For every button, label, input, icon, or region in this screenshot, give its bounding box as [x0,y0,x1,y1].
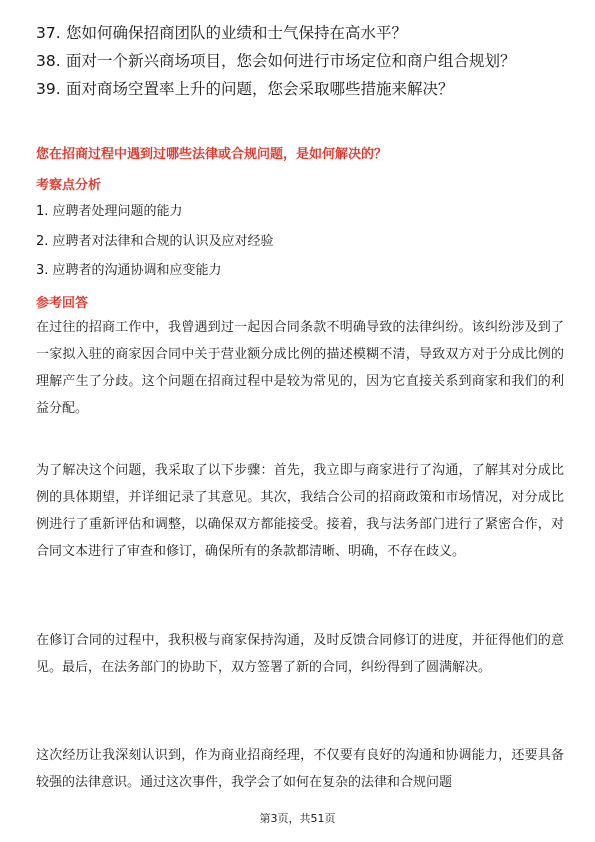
analysis-points [36,233,564,251]
answer-paragraph: 在过往的招商工作中，我曾遇到过一起因合同条款不明确导致的法律纠纷。该纠纷涉及到了一家拟入驻的商家因合同中关于营业额分成比例的描述模糊不清，导致双方对于分成比例的理解产生了分歧。这个问题在招商过程中是较为常见的，因为它直接关系到商家和我们的利益分配。 [36,320,564,416]
page-footer: 第3页，共51页 [259,812,336,825]
main-question-heading: 您在招商过程中遇到过哪些法律或合规问题，是如何解决的？ [36,147,388,162]
question-list [36,22,564,106]
analysis-point: 3. 应聘者的沟通协调和应变能力 [36,263,222,278]
analysis-section [36,177,564,195]
question-item [36,22,564,45]
analysis-points [36,262,564,280]
analysis-heading: 考察点分析 [36,178,102,193]
analysis-points [36,203,564,221]
answer-heading: 参考回答 [36,296,89,311]
question-text: 面对商场空置率上升的问题，您会采取哪些措施来解决？ [66,80,454,98]
analysis-point: 1. 应聘者处理问题的能力 [36,204,183,219]
question-number: 37. [36,24,61,42]
question-number: 38. [36,52,61,70]
question-number: 39. [36,80,61,98]
answer-paragraph: 在修订合同的过程中，我积极与商家保持沟通，及时反馈合同修订的进度，并征得他们的意见。最后，在法务部门的协助下，双方签署了新的合同，纠纷得到了圆满解决。 [36,633,564,675]
answer-section [36,295,564,313]
question-item [36,50,564,73]
answer-paragraph-2 [36,457,564,565]
analysis-point: 2. 应聘者对法律和合规的认识及应对经验 [36,234,274,249]
question-text: 您如何确保招商团队的业绩和士气保持在高水平？ [66,24,408,42]
answer-paragraph-4 [36,742,564,796]
question-text: 面对一个新兴商场项目，您会如何进行市场定位和商户组合规划？ [66,52,516,70]
main-question-section [36,146,564,164]
answer-paragraph-1 [36,314,564,422]
answer-paragraph-3 [36,627,564,681]
answer-paragraph: 这次经历让我深刻认识到，作为商业招商经理，不仅要有良好的沟通和协调能力，还要具备较强的法律意识。通过这次事件，我学会了如何在复杂的法律和合规问题 [36,748,564,790]
question-item [36,78,564,101]
answer-paragraph: 为了解决这个问题，我采取了以下步骤：首先，我立即与商家进行了沟通，了解其对分成比例的具体期望，并详细记录了其意见。其次，我结合公司的招商政策和市场情况，对分成比例进行了重新评估和调整，以确保双方都能接受。接着，我与法务部门进行了紧密合作，对合同文本进行了审查和修订，确保所有的条款都清晰、明确，不存在歧义。 [36,463,564,559]
